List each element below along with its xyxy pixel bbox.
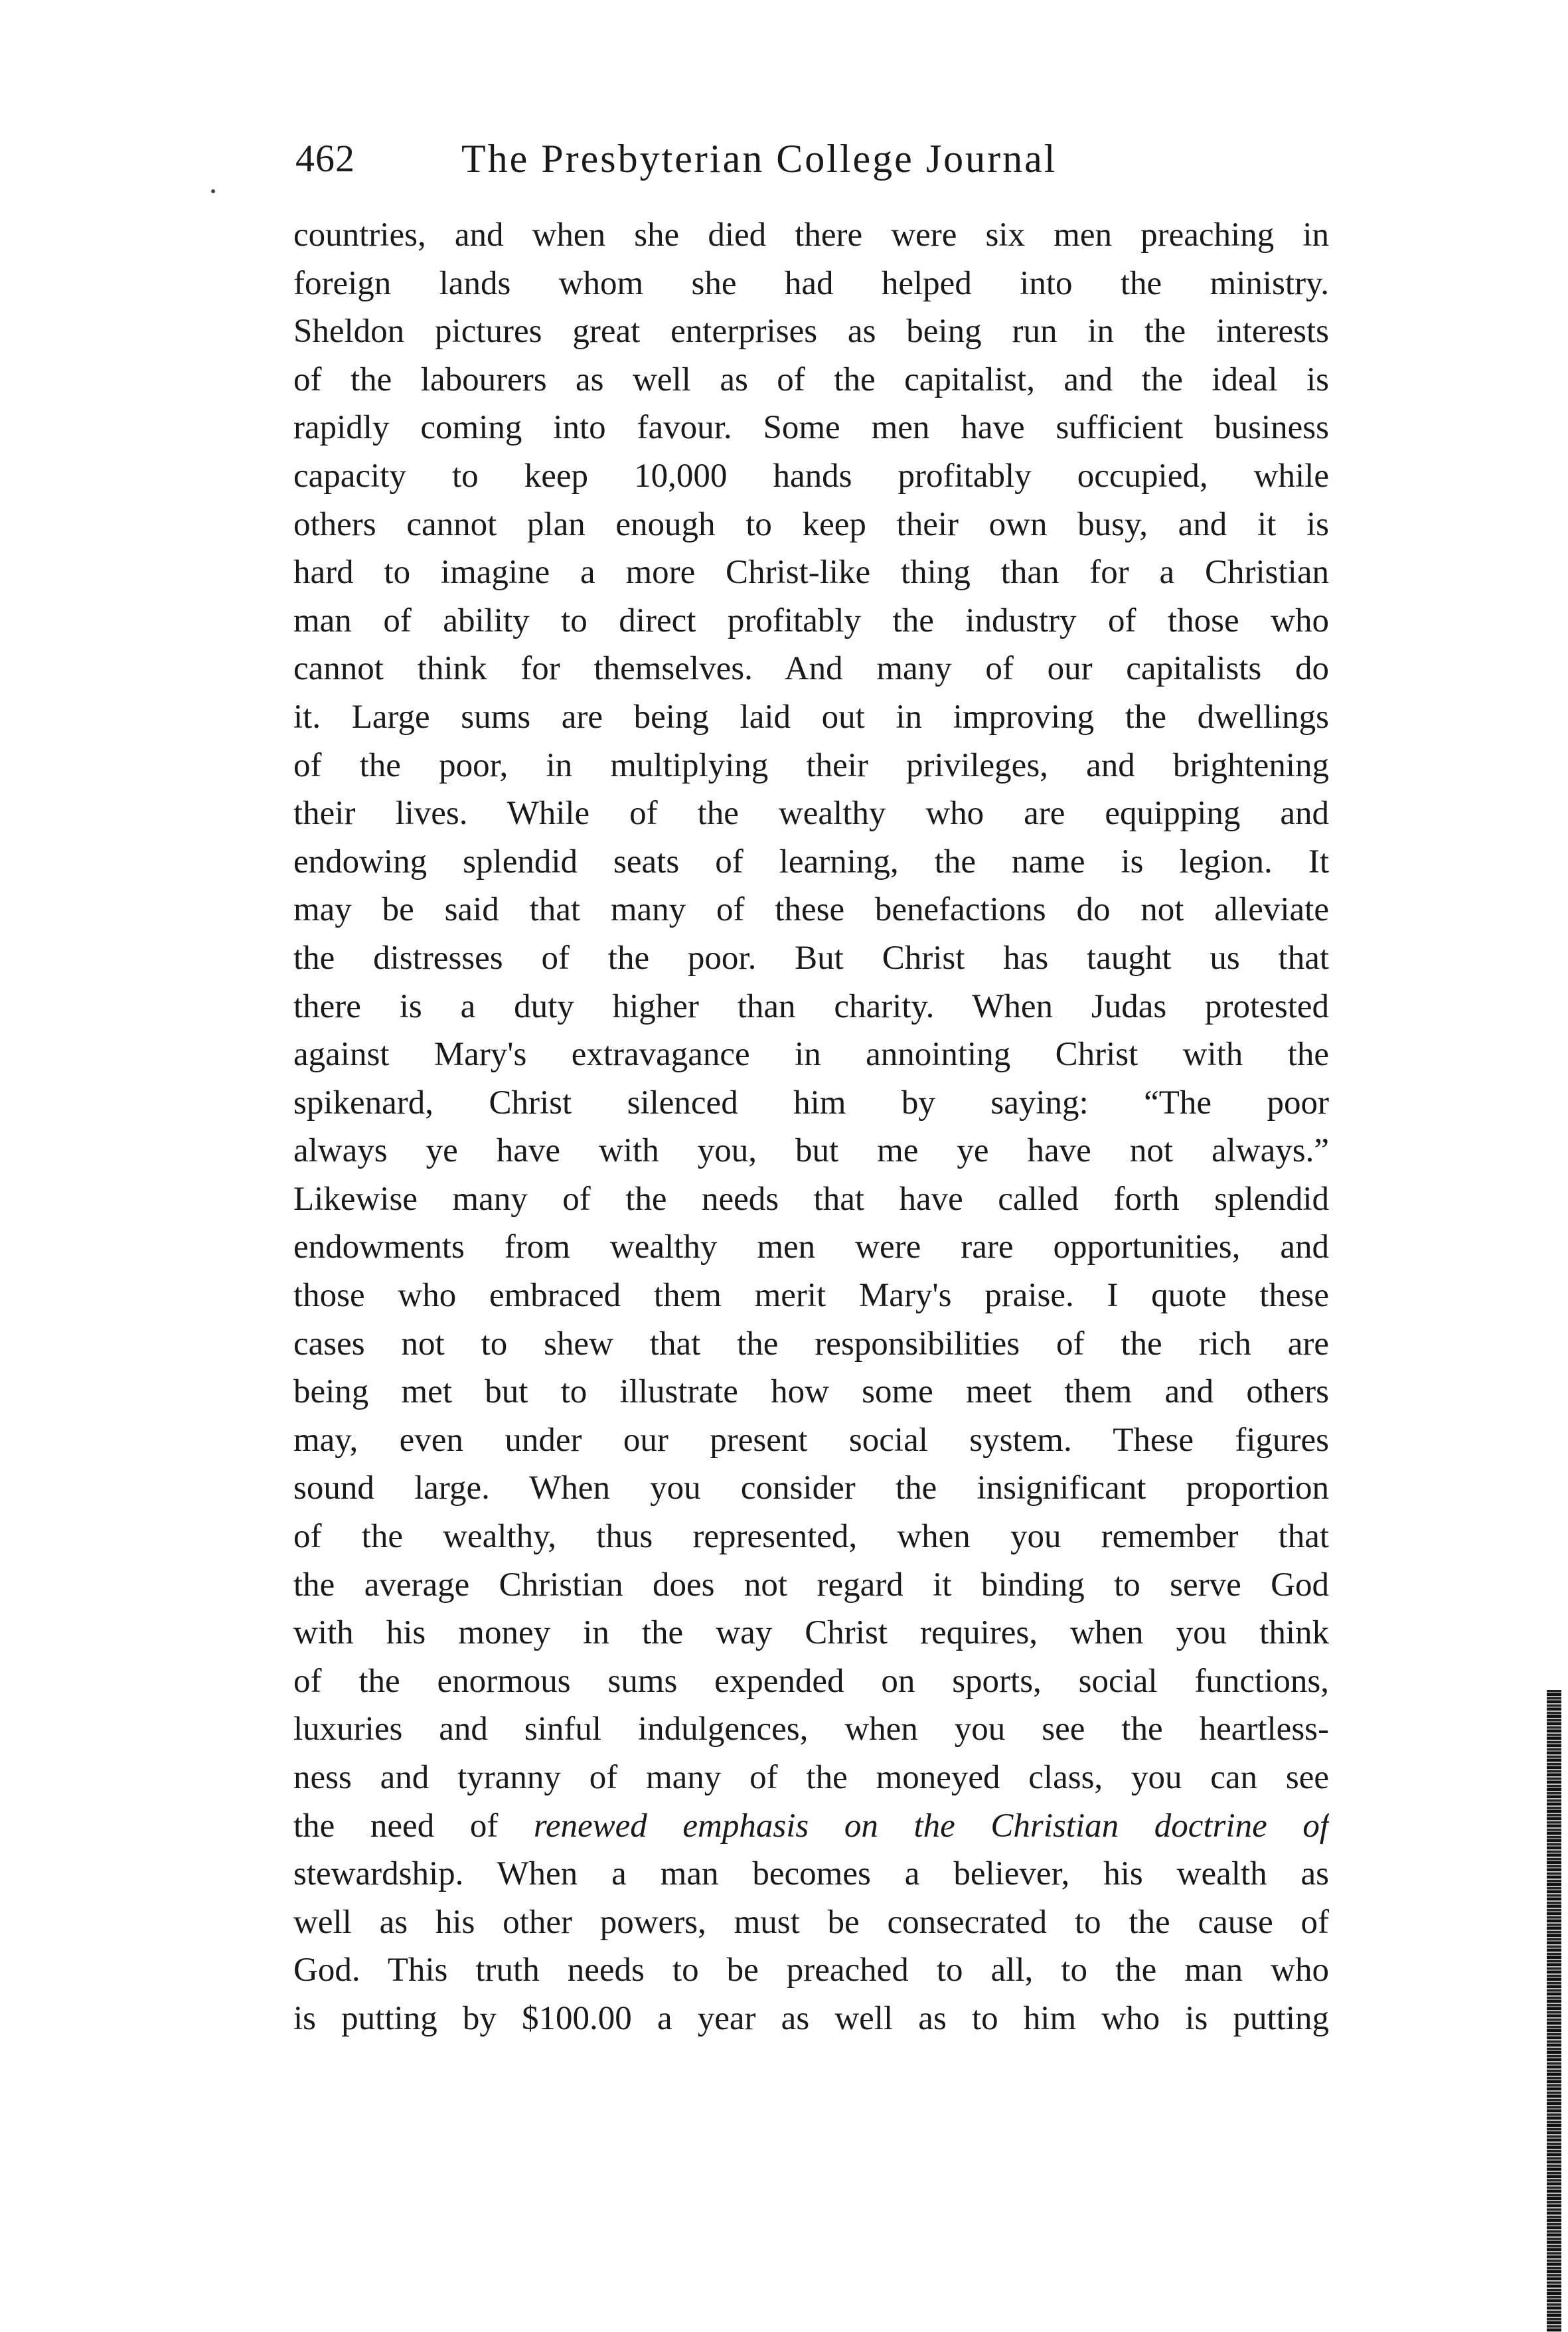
text-line: spikenard, Christ silenced him by saying: “The poor	[293, 1084, 1329, 1122]
text-line: countries, and when she died there were six men preaching in	[293, 216, 1329, 254]
text-line: Likewise many of the needs that have called forth splendid	[293, 1180, 1329, 1218]
text-line: rapidly coming into favour. Some men have sufficient business	[293, 409, 1329, 447]
text-line: with his money in the way Christ requires, when you think	[293, 1614, 1329, 1652]
text-line: Sheldon pictures great enterprises as being run in the interests	[293, 313, 1329, 351]
text-line: may, even under our present social system. These figures	[293, 1421, 1329, 1459]
text-line: it. Large sums are being laid out in improving the dwellings	[293, 698, 1329, 736]
text-line: is putting by $100.00 a year as well as to him who is putting	[293, 1999, 1329, 2037]
text-line: God. This truth needs to be preached to all, to the man who	[293, 1952, 1329, 1989]
text-line: stewardship. When a man becomes a believer, his wealth as	[293, 1855, 1329, 1893]
text-line: others cannot plan enough to keep their own busy, and it is	[293, 505, 1329, 543]
text-line: of the enormous sums expended on sports, social functions,	[293, 1662, 1329, 1700]
text-line: being met but to illustrate how some meet them and others	[293, 1373, 1329, 1411]
text-line: luxuries and sinful indulgences, when you see the heartless-	[293, 1710, 1329, 1748]
running-title: The Presbyterian College Journal	[461, 137, 1058, 181]
page-number: 462	[295, 137, 355, 180]
text-line: against Mary's extravagance in annointing Christ with the	[293, 1036, 1329, 1074]
text-line: foreign lands whom she had helped into the ministry.	[293, 264, 1329, 302]
text-line: capacity to keep 10,000 hands profitably occupied, while	[293, 457, 1329, 495]
text-line: the average Christian does not regard it binding to serve God	[293, 1566, 1329, 1604]
text-line: their lives. While of the wealthy who are equipping and	[293, 795, 1329, 833]
text-line: of the wealthy, thus represented, when you remember that	[293, 1518, 1329, 1556]
text-line: of the poor, in multiplying their privileges, and brightening	[293, 746, 1329, 784]
text-line: sound large. When you consider the insignificant proportion	[293, 1469, 1329, 1507]
text-line: cases not to shew that the responsibilities of the rich are	[293, 1325, 1329, 1363]
page-header	[295, 136, 1212, 196]
text-line: always ye have with you, but me ye have not always.”	[293, 1132, 1329, 1170]
text-line-italic-phrase: the need of renewed emphasis on the Christian doctrine of	[293, 1807, 1329, 1845]
text-line: endowing splendid seats of learning, the name is legion. It	[293, 843, 1329, 880]
text-line: ness and tyranny of many of the moneyed class, you can see	[293, 1759, 1329, 1796]
margin-mark	[211, 189, 215, 193]
body-text	[293, 211, 1329, 2043]
italic-emphasis: renewed emphasis on the Christian doctrine of	[533, 1807, 1329, 1845]
text-line: well as his other powers, must be consecrated to the cause of	[293, 1903, 1329, 1941]
text-line: man of ability to direct profitably the industry of those who	[293, 602, 1329, 639]
text-line: cannot think for themselves. And many of our capitalists do	[293, 650, 1329, 688]
text-line: endowments from wealthy men were rare opportunities, and	[293, 1228, 1329, 1266]
text-line: of the labourers as well as of the capitalist, and the ideal is	[293, 361, 1329, 398]
text-line: there is a duty higher than charity. When Judas protested	[293, 987, 1329, 1025]
text-line: the distresses of the poor. But Christ has taught us that	[293, 939, 1329, 977]
text-line: hard to imagine a more Christ-like thing than for a Christian	[293, 554, 1329, 592]
text-line: those who embraced them merit Mary's praise. I quote these	[293, 1277, 1329, 1315]
text-line: may be said that many of these benefactions do not alleviate	[293, 891, 1329, 929]
scan-edge-artifact	[1547, 1690, 1561, 2332]
